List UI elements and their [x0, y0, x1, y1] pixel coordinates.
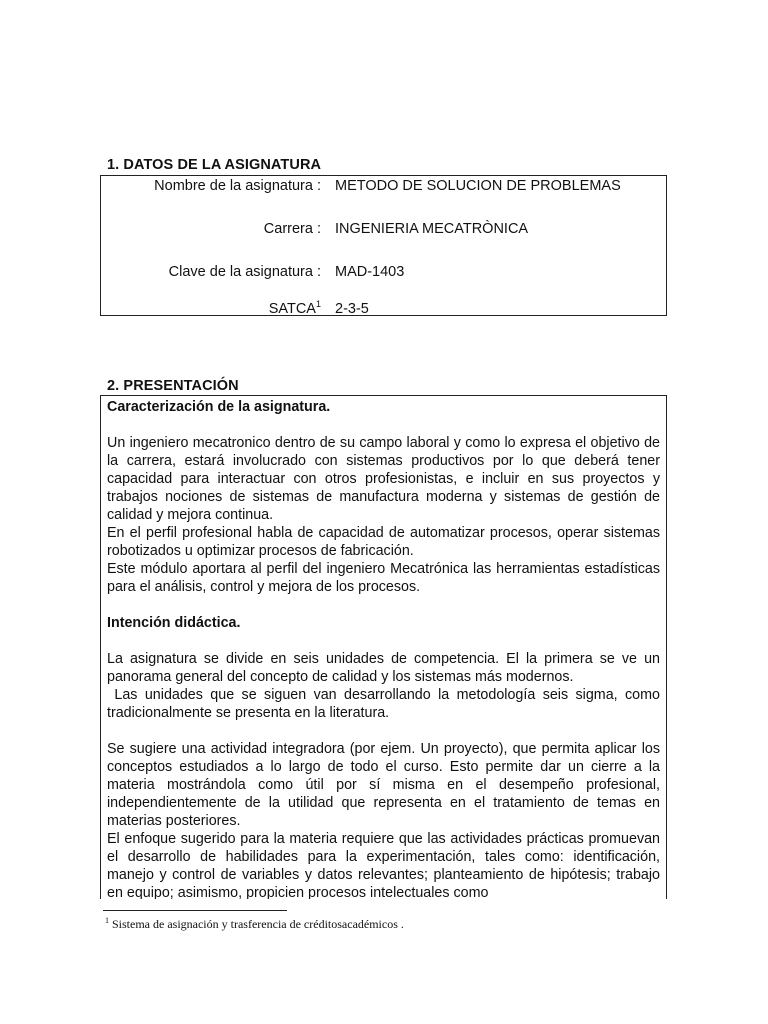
intencion-paragraph: La asignatura se divide en seis unidades de competencia. El la primera se ve un panorama general del concepto de calidad y los sistemas más modernos. — [107, 651, 660, 685]
field-value-clave: MAD-1403 — [335, 264, 405, 280]
footnote — [105, 917, 404, 932]
field-value-carrera: INGENIERIA MECATRÒNICA — [335, 221, 529, 237]
field-value-nombre: METODO DE SOLUCION DE PROBLEMAS — [335, 178, 621, 194]
intencion-heading: Intención didáctica. — [107, 615, 241, 631]
caracterizacion-paragraph: En el perfil profesional habla de capacidad de automatizar procesos, operar sistemas robotizados u optimizar procesos de fabricación. — [107, 525, 660, 559]
footnote-mark: 1 — [105, 916, 109, 925]
section-1-title: 1. DATOS DE LA ASIGNATURA — [107, 157, 322, 173]
field-label-satca — [269, 300, 321, 318]
field-label-carrera: Carrera : — [263, 221, 321, 237]
footnote-divider — [103, 910, 287, 911]
field-label-nombre: Nombre de la asignatura : — [154, 178, 321, 194]
footnote-ref-1: 1 — [315, 299, 321, 309]
field-value-satca: 2-3-5 — [335, 301, 369, 317]
caracterizacion-paragraph: Un ingeniero mecatronico dentro de su campo laboral y como lo expresa el objetivo de la carrera, estará involucrado con sistemas productivos por lo que deberá tener capacidad para interactuar con otros profesionistas, e incluir en sus proyectos y trabajos nociones de sistemas de manufactura moderna y sistemas de gestión de calidad y mejora continua. — [107, 435, 660, 523]
footnote-text: Sistema de asignación y trasferencia de créditosacadémicos . — [109, 917, 404, 931]
satca-label-text: SATCA — [268, 301, 316, 317]
presentation-box — [100, 395, 667, 899]
caracterizacion-heading: Caracterización de la asignatura. — [107, 399, 331, 415]
caracterizacion-paragraph: Este módulo aportara al perfil del ingeniero Mecatrónica las herramientas estadísticas para el análisis, control y mejora de los procesos. — [107, 561, 660, 595]
subject-data-table — [100, 175, 667, 316]
section-2-title: 2. PRESENTACIÓN — [107, 378, 239, 394]
intencion-paragraph: Se sugiere una actividad integradora (por ejem. Un proyecto), que permita aplicar los conceptos estudiados a lo largo de todo el curso. Esto permite dar un cierre a la materia mostrándola como útil por sí misma en el desempeño profesional, independientemente de la utilidad que representa en el tratamiento de temas en materias posteriores. — [107, 741, 660, 829]
intencion-paragraph: Las unidades que se siguen van desarrollando la metodología seis sigma, como tradicionalmente se presenta en la literatura. — [107, 687, 664, 721]
presentation-content — [107, 398, 664, 899]
field-label-clave: Clave de la asignatura : — [168, 264, 321, 280]
intencion-paragraph: El enfoque sugerido para la materia requiere que las actividades prácticas promuevan el desarrollo de habilidades para la experimentación, tales como: identificación, manejo y control de variables y datos relevantes; planteamiento de hipótesis; trabajo en equipo; asimismo, propicien procesos intelectuales como — [107, 831, 660, 899]
